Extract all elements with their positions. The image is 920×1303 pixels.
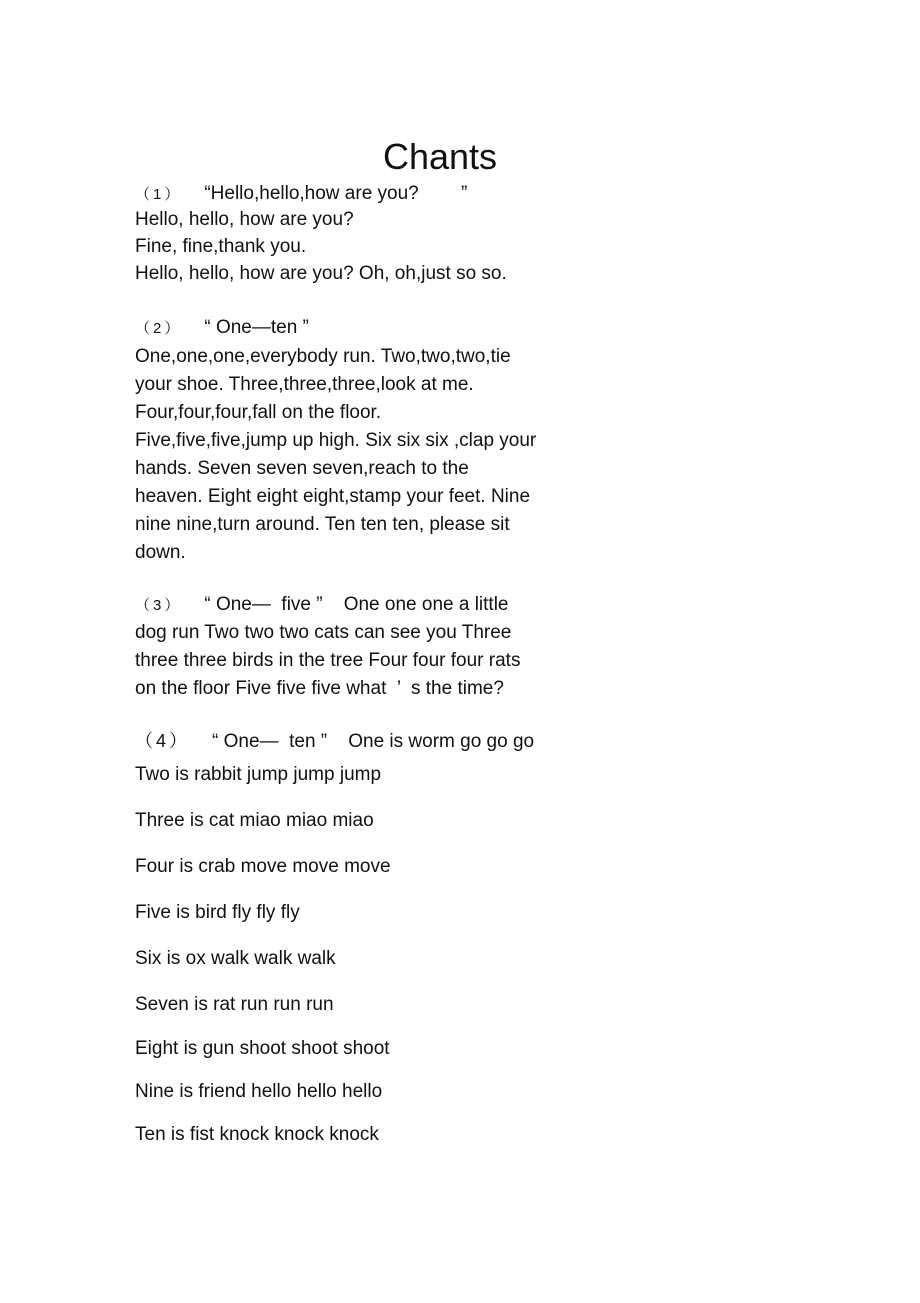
chant-4-line: Six is ox walk walk walk (135, 948, 336, 969)
chant-2-line: Four,four,four,fall on the floor. (135, 402, 382, 423)
page-title: Chants (382, 136, 498, 177)
chant-2-line: your shoe. Three,three,three,look at me. (135, 374, 474, 395)
chant-3-line: three three birds in the tree Four four four rats (135, 650, 521, 671)
chant-4-line: Two is rabbit jump jump jump (135, 764, 382, 785)
chant-4-line: Three is cat miao miao miao (135, 810, 374, 831)
chant-4-number: （4） (135, 731, 191, 751)
chant-2-title: “ One—ten ” (204, 317, 309, 338)
chant-4-title: “ One— ten ” One is worm go go go (212, 731, 535, 752)
chant-3-line: on the floor Five five five what ’ s the time? (135, 678, 504, 699)
chant-3-heading (135, 593, 509, 618)
chant-3-title: “ One— five ” One one one a little (204, 594, 509, 615)
chant-4-line: Seven is rat run run run (135, 994, 334, 1015)
chant-1-line: Hello, hello, how are you? (135, 209, 354, 230)
chant-4-line: Nine is friend hello hello hello (135, 1081, 383, 1102)
chant-2-line: nine nine,turn around. Ten ten ten, please sit (135, 514, 510, 535)
chant-4-line: Eight is gun shoot shoot shoot (135, 1038, 390, 1059)
chant-2-line: One,one,one,everybody run. Two,two,two,tie (135, 346, 511, 367)
chant-1-line: Hello, hello, how are you? Oh, oh,just so so. (135, 263, 507, 284)
chant-1-heading (135, 182, 467, 207)
chant-2-number: （2） (135, 320, 183, 337)
chant-4-line: Five is bird fly fly fly (135, 902, 300, 923)
chant-3-number: （3） (135, 597, 183, 614)
chant-4-line: Four is crab move move move (135, 856, 391, 877)
chant-2-line: heaven. Eight eight eight,stamp your feet. Nine (135, 486, 531, 507)
chant-4-line: Ten is fist knock knock knock (135, 1124, 379, 1145)
chant-2-line: Five,five,five,jump up high. Six six six ,clap your (135, 430, 537, 451)
chant-1-line: Fine, fine,thank you. (135, 236, 307, 257)
chant-2-line: down. (135, 542, 186, 563)
chant-2-heading (135, 316, 309, 341)
chant-1-title: “Hello,hello,how are you? ” (204, 183, 468, 204)
chant-4-heading (135, 729, 534, 754)
chant-2-line: hands. Seven seven seven,reach to the (135, 458, 469, 479)
chant-3-line: dog run Two two two cats can see you Three (135, 622, 512, 643)
chant-1-number: （1） (135, 186, 183, 203)
